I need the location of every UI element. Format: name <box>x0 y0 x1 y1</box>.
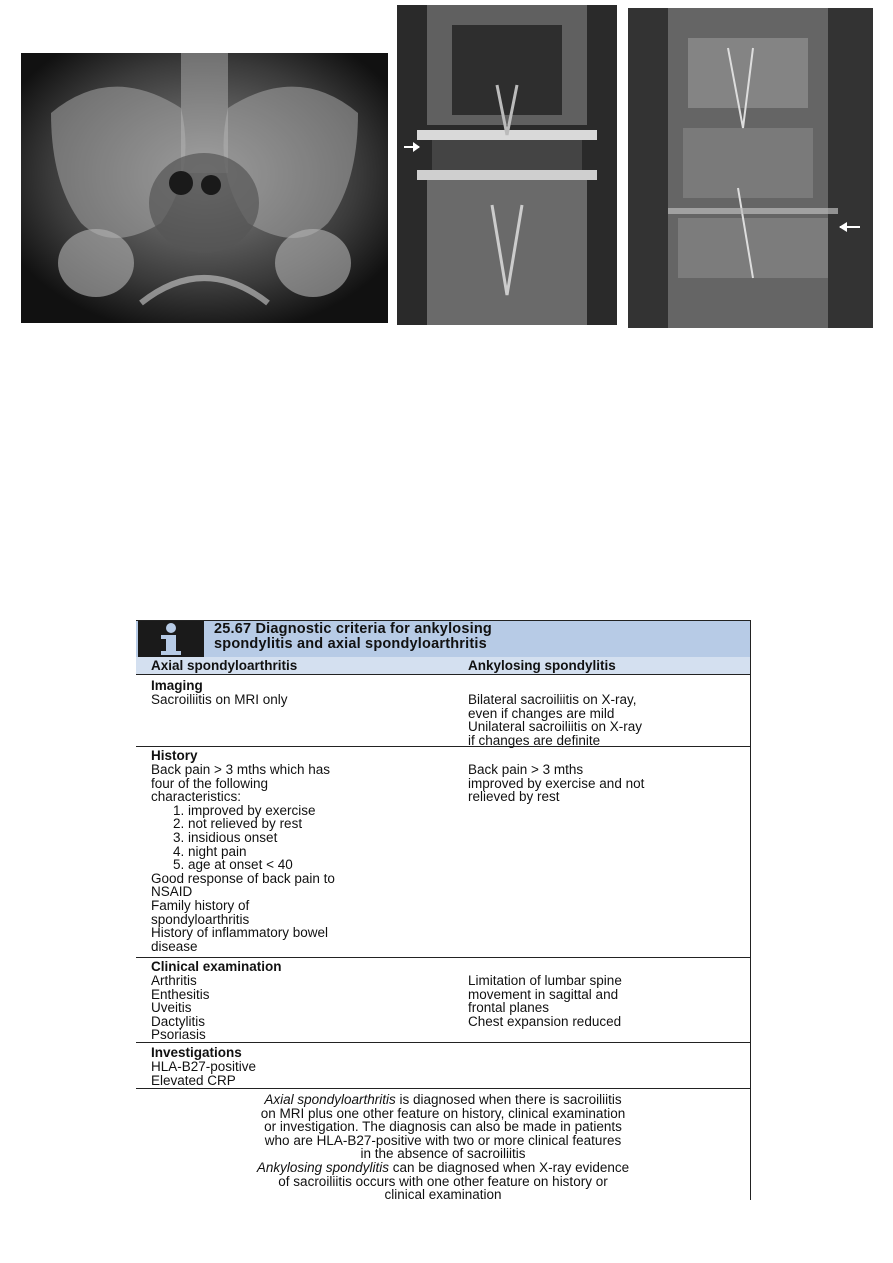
term-axial: Axial spondyloarthritis <box>264 1092 396 1107</box>
footer-text: can be diagnosed when X-ray evidence <box>388 1159 630 1175</box>
cell-line: movement in sagittal and <box>468 986 619 1002</box>
table-title-line2: spondylitis and axial spondyloarthritis <box>214 636 487 652</box>
cell-line: Limitation of lumbar spine <box>468 973 622 988</box>
cell-line: relieved by rest <box>468 789 560 805</box>
table-title <box>214 622 492 652</box>
footer-line: who are HLA-B27-positive with two or more clinical features <box>264 1132 622 1148</box>
footer-text: is diagnosed when there is sacroiliitis <box>395 1092 622 1107</box>
section-history <box>136 747 750 958</box>
cell-line: Sacroiliitis on MRI only <box>151 692 288 707</box>
cell-line: Psoriasis <box>151 1027 206 1043</box>
section-title: History <box>151 748 198 763</box>
cell-line: Good response of back pain to <box>151 870 335 886</box>
footer-line: clinical examination <box>384 1187 502 1203</box>
spine-xray-drawing-1 <box>397 5 617 325</box>
list-item: 5. age at onset < 40 <box>173 857 293 873</box>
cell-line: HLA-B27-positive <box>151 1059 257 1074</box>
cell-line: Dactylitis <box>151 1013 206 1029</box>
spine-xray-drawing-2 <box>628 8 873 328</box>
investigations-col1 <box>151 1060 256 1087</box>
cell-line: Bilateral sacroiliitis on X-ray, <box>468 692 637 707</box>
section-title: Investigations <box>151 1045 242 1060</box>
footer-line: or investigation. The diagnosis can also be made in patients <box>264 1119 622 1135</box>
col-header-axial: Axial spondyloarthritis <box>151 658 298 673</box>
history-col2 <box>468 763 644 804</box>
footer-line: in the absence of sacroiliitis <box>360 1146 526 1162</box>
cell-line: improved by exercise and not <box>468 775 645 791</box>
table-footer <box>136 1089 750 1202</box>
column-headers <box>136 657 750 675</box>
cell-line: Uveitis <box>151 1000 192 1016</box>
footer-line <box>136 1093 750 1107</box>
cell-line: Family history of <box>151 897 250 913</box>
imaging-col2 <box>468 693 642 747</box>
cell-line: spondyloarthritis <box>151 911 250 927</box>
cell-line: frontal planes <box>468 1000 550 1016</box>
cell-line: Enthesitis <box>151 986 210 1002</box>
cell-line: Unilateral sacroiliitis on X-ray <box>468 719 643 735</box>
cell-line: disease <box>151 938 198 954</box>
list-item: 1. improved by exercise <box>173 802 316 818</box>
cell-line: Back pain > 3 mths which has <box>151 762 330 777</box>
pelvis-xray <box>21 53 388 323</box>
imaging-col1 <box>151 693 288 707</box>
footer-line: of sacroiliitis occurs with one other feature on history or <box>278 1173 608 1189</box>
cell-line: Elevated CRP <box>151 1072 236 1088</box>
spine-xray-left-arrow <box>397 5 617 325</box>
cell-line: History of inflammatory bowel <box>151 925 329 941</box>
spine-xray-right-arrow <box>628 8 873 328</box>
cell-line: even if changes are mild <box>468 705 615 721</box>
footer-line: on MRI plus one other feature on history, clinical examination <box>260 1105 626 1121</box>
section-title: Clinical examination <box>151 959 282 974</box>
table-title-line1: 25.67 Diagnostic criteria for ankylosing <box>214 621 492 637</box>
cell-line: Arthritis <box>151 973 197 988</box>
pelvis-xray-drawing <box>21 53 388 323</box>
list-item: 4. night pain <box>173 843 247 859</box>
clinical-col1 <box>151 974 210 1042</box>
section-title: Imaging <box>151 678 203 693</box>
cell-line: Back pain > 3 mths <box>468 762 584 777</box>
section-investigations <box>136 1043 750 1089</box>
footer-line <box>136 1161 750 1175</box>
section-clinical-examination <box>136 958 750 1043</box>
cell-line: NSAID <box>151 884 193 900</box>
cell-line: if changes are definite <box>468 732 601 748</box>
list-item: 3. insidious onset <box>173 829 278 845</box>
cell-line: Chest expansion reduced <box>468 1013 622 1029</box>
col-header-ankylosing: Ankylosing spondylitis <box>468 658 616 673</box>
cell-line: four of the following <box>151 775 269 791</box>
history-col1 <box>151 763 335 953</box>
diagnostic-criteria-table <box>136 620 751 1203</box>
section-imaging <box>136 675 750 747</box>
info-icon <box>138 621 204 657</box>
table-title-bar <box>136 620 750 657</box>
cell-line: characteristics: <box>151 789 242 805</box>
term-ankylosing: Ankylosing spondylitis <box>256 1159 389 1175</box>
clinical-col2 <box>468 974 622 1028</box>
list-item: 2. not relieved by rest <box>173 816 303 832</box>
